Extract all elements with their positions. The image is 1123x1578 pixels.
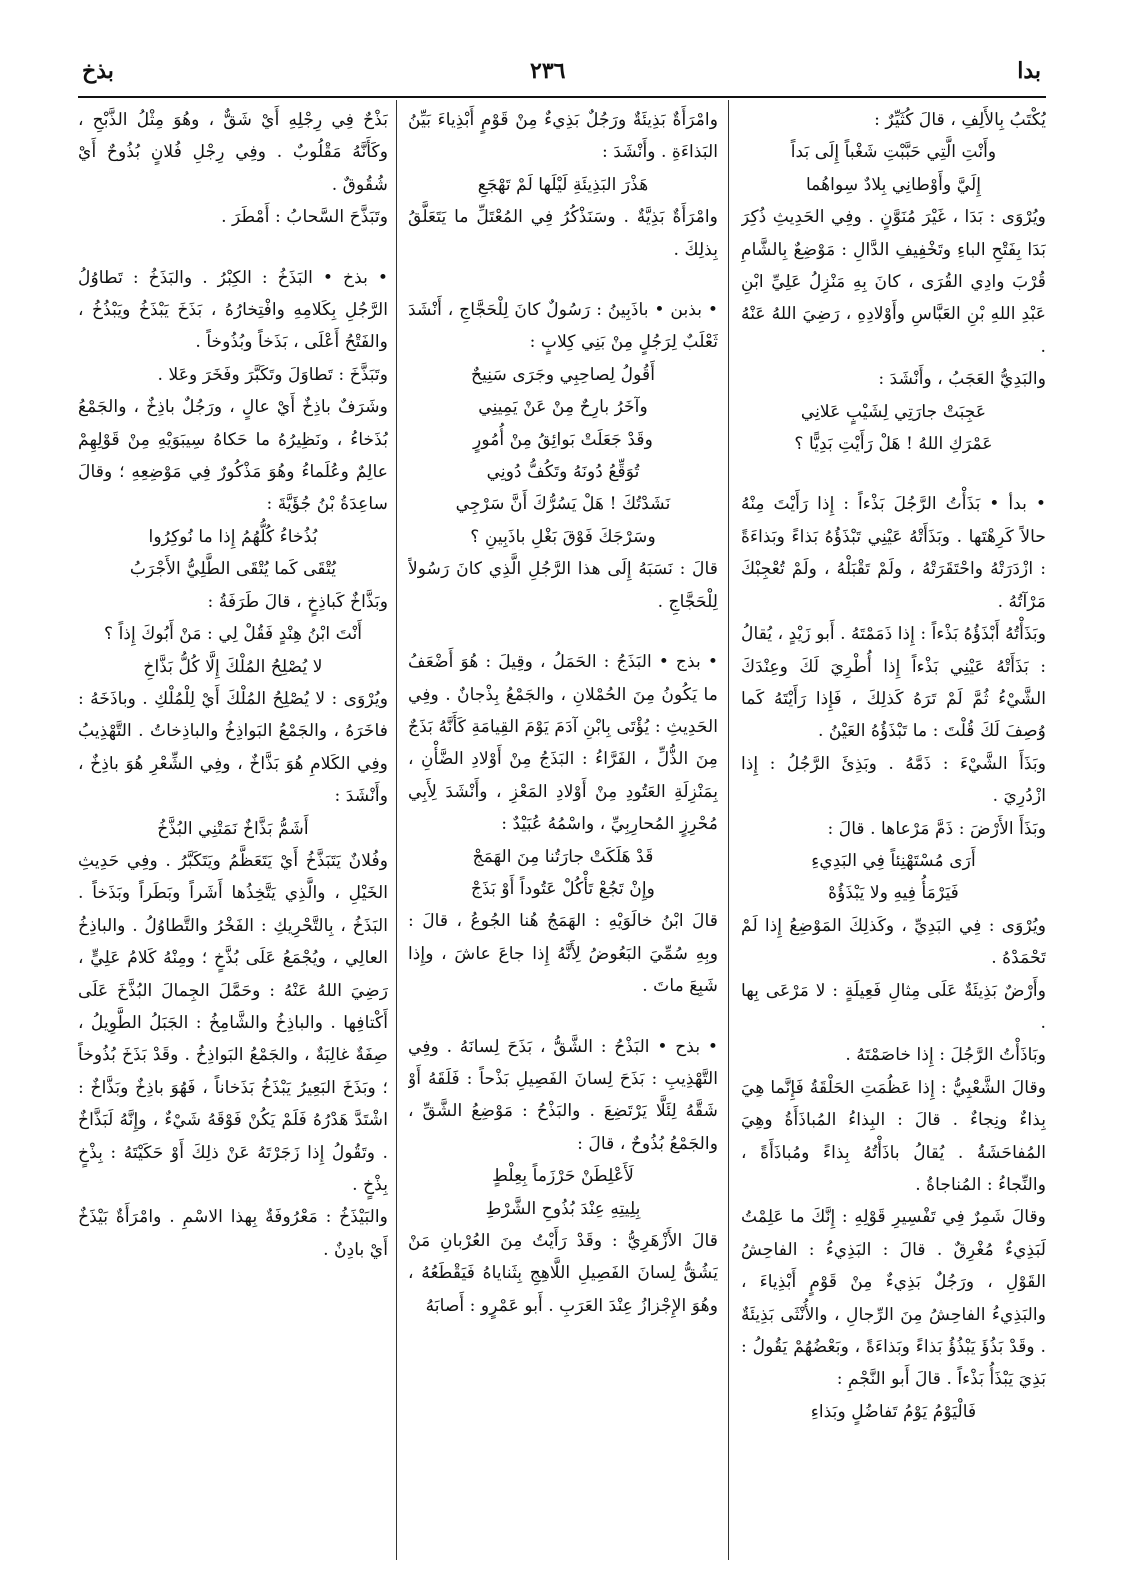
verse-line: وسَرْجَكَ فَوْقَ بَغْلِ باذَبِينِ ؟ bbox=[470, 526, 656, 547]
verse-line: وإِنْ تَجُعْ تَأْكُلْ عَتُوداً أَوْ بَذَجْ bbox=[471, 878, 655, 899]
column-left bbox=[78, 104, 388, 1564]
entry-bdhj: • بذج • البَذَجُ : الحَمَلُ ، وقِيلَ : هُوَ أَضْعَفُ ما يَكُونُ مِنَ الحُمْلانِ ، والجَمْعُ بِذْجانٌ . وفِي الحَدِيثِ : يُؤْتَى بِابْنِ آدَمَ يَوْمَ القِيامَةِ كَأَنَّهُ بَذَجٌ مِنَ الذُّلِّ ، الفَرَّاءُ : البَذَجُ مِنْ أَوْلادِ الضَّأْنِ ، بِمَنْزِلَةِ العَتُودِ مِنْ أَوْلادِ المَعْزِ ، وأَنْشَدَ لِأَبِي مُحْرِزٍ المُحارِبِيِّ ، واسْمُهُ عُبَيْدٌ : bbox=[408, 652, 718, 835]
entry-text: وتَبَذَّخَ : تَطاوَلَ وتَكَبَّرَ وفَخَرَ وعَلا . bbox=[157, 364, 388, 385]
entry-bdhh: • بذح • البَذْحُ : الشَّقُّ ، بَذَحَ لِسانَهُ . وفِي التَّهْذِيبِ : بَذَحَ لِسانَ الفَصِيلِ بَذْحاً : فَلَقَهُ أَوْ شَقَّهُ لِئَلَّا يَرْتَضِعَ . والبَذْحُ : مَوْضِعُ الشَّقِّ ، والجَمْعُ بُذُوحٌ ، قالَ : bbox=[408, 1036, 718, 1154]
entry-text: ويُرْوَى : فِي البَدِيِّ ، وكَذلِكَ المَوْضِعُ إِذا لَمْ تَحْمَدْهُ . bbox=[741, 915, 1046, 969]
entry-text: وامْرَأَةٌ بَذِيئَةٌ ورَجُلٌ بَذِيءٌ مِنْ قَوْمٍ أَبْذِياءَ بَيِّنُ البَذاءَةِ . وأَنْشَدَ : bbox=[408, 110, 718, 163]
verse-line: أَرَى مُسْتَهْنِئاً فِي البَدِيءِ bbox=[811, 850, 976, 871]
entry-text: قالَ ابْنُ خالَوَيْهِ : الهَمَجُ هُنا الجُوعُ ، قالَ : وبِهِ سُمِّيَ البَعُوضُ لِأَنَّهُ إِذا جاعَ عاشَ ، وإِذا شَبِعَ ماتَ . bbox=[408, 911, 718, 997]
entry-text: وأَرْضٌ بَذِيئَةٌ عَلَى مِثالِ فَعِيلَةٍ : لا مَرْعَى بِها . bbox=[741, 980, 1046, 1033]
page-number: ٢٣٦ bbox=[530, 58, 566, 84]
entry-text: والبَدِيُّ العَجَبُ ، وأَنْشَدَ : bbox=[878, 369, 1046, 390]
verse-line: فَيَرْمَأُ فِيهِ ولا يَبْذَؤُهْ bbox=[828, 883, 959, 904]
entry-text: وقالَ شَمِرٌ فِي تَفْسِيرِ قَوْلِهِ : إِنَّكَ ما عَلِمْتُ لَبَذِيءٌ مُغْرِقٌ . قالَ : البَذِيءُ : الفاحِشُ القَوْلِ ، ورَجُلٌ بَذِيءٌ مِنْ قَوْمٍ أَبْذِياءَ ، والبَذِيءُ الفاحِشُ مِنَ الرِّجالِ ، والأُنْثَى بَذِيئَةٌ . وقَدْ بَذُؤَ يَبْذُؤُ بَذاءً وبَذاءَةً ، وبَعْضُهُمْ يَقُولُ : بَذِيَ يَبْذَأُ بَذْءاً . قالَ أَبو النَّجْمِ : bbox=[741, 1207, 1046, 1390]
entry-text: وفُلانٌ يَتَبَذَّخُ أَيْ يَتَعَظَّمُ ويَتَكَبَّرُ . وفِي حَدِيثِ الخَيْلِ ، والَّذِي يَتَّخِذُها أَشَراً وبَطَراً وبَذَخاً . البَذَخُ ، بِالتَّحْرِيكِ : الفَخْرُ والتَّطاوُلُ . والباذِخُ العالِي ، ويُجْمَعُ عَلَى بُذَّخٍ ؛ ومِنْهُ كَلامُ عَلِيٍّ ، رَضِيَ اللهُ عَنْهُ : وحَمَّلَ الجِمالَ البُذَّخَ عَلَى أَكْتافِها . والباذِخُ والشَّامِخُ : الجَبَلُ الطَّوِيلُ ، صِفَةٌ غالِبَةٌ ، والجَمْعُ البَواذِخُ . وقَدْ بَذَخَ بُذُوخاً ؛ وبَذَخَ البَعِيرُ يَبْذَخُ بَذَخاناً ، فَهُوَ باذِخٌ وبَذَّاخٌ : اشْتَدَّ هَدْرُهُ فَلَمْ يَكُنْ فَوْقَهُ شَيْءٌ ، وإِنَّهُ لَبَذَّاخٌ . وتَقُولُ إِذا زَجَرْتَهُ عَنْ ذلِكَ أَوْ حَكَيْتَهُ : بِذْخٍ بِذْخٍ . bbox=[78, 850, 388, 1195]
header-keyword-left: بذخ bbox=[82, 58, 114, 84]
entry-text: وبَذَأْتُهُ أَبْذَؤُهُ بَذْءاً : إِذا ذَمَمْتَهُ . أَبو زَيْدٍ ، يُقالُ : بَذَأَتْهُ عَيْنِي بَذْءاً إِذا أُطْرِيَ لَكَ وعِنْدَكَ الشَّيْءُ ثُمَّ لَمْ تَرَهُ كَذلِكَ ، فَإِذا رَأَيْتَهُ كَما وُصِفَ لَكَ قُلْتَ : ما تَبْذَؤُهُ العَيْنُ . bbox=[741, 624, 1046, 742]
entry-text: وامْرَأَةٌ بَذِيَّةٌ . وسَنَذْكُرُ فِي المُعْتَلِّ ما يَتَعَلَّقُ بِذلِكَ . bbox=[408, 207, 718, 260]
entry-bd-a: • بدأ • بَذَأْتُ الرَّجُلَ بَذْءاً : إِذا رَأَيْتَ مِنْهُ حالاً كَرِهْتَها . وبَذَأَتْهُ عَيْنِي تَبْذَؤُهُ بَذاءً وبَذاءَةً : ازْدَرَتْهُ واحْتَقَرَتْهُ ، ولَمْ تَقْبَلْهُ ، ولَمْ تُعْجِبْكَ مَرْآتُهُ . bbox=[741, 494, 1046, 612]
header-rule bbox=[78, 96, 1046, 98]
verse-line: إِلَيَّ وأَوْطانِي بِلادٌ سِواهُما bbox=[805, 174, 982, 195]
entry-bdhbn: • بذبن • باذَبِينُ : رَسُولٌ كانَ لِلْحَجَّاجِ ، أَنْشَدَ ثَعْلَبٌ لِرَجُلٍ مِنْ بَنِي كِلابٍ : bbox=[408, 300, 718, 353]
verse-line: وقَدْ جَعَلَتْ بَوائِقُ مِنْ أُمُورٍ bbox=[473, 429, 653, 450]
column-separator bbox=[396, 100, 397, 1560]
entry-text: وبَذَّاخٌ كَباذِخٍ ، قالَ طَرَفَةُ : bbox=[207, 591, 388, 612]
verse-line: بِلِيتِهِ عِنْدَ بُذُوحِ الشَّرْطِ bbox=[485, 1198, 641, 1219]
verse-line: لَأَعْلِطَنْ حَرْزَماً بِعِلْطٍ bbox=[492, 1166, 634, 1187]
column-right bbox=[741, 104, 1046, 1564]
verse-line: عَجِبَتْ جارَتِي لِشَيْبٍ عَلانِي bbox=[800, 401, 987, 422]
verse-line: أَشَمُّ بَذَّاخٌ نَمَتْنِي البُذَّخُ bbox=[157, 818, 309, 839]
verse-line: بُذُخاءُ كُلُّهُمُ إِذا ما نُوكِرُوا bbox=[148, 526, 318, 547]
entry-text: وشَرَفٌ باذِخٌ أَيْ عالٍ ، ورَجُلٌ باذِخٌ ، والجَمْعُ بُذَخاءُ ، ونَظِيرُهُ ما حَكاهُ سِيبَوَيْهِ مِنْ قَوْلِهِمْ عالِمٌ وعُلَماءُ وهُوَ مَذْكُورٌ فِي مَوْضِعِهِ ؛ وقالَ ساعِدَةُ بْنُ جُؤَيَّةَ : bbox=[78, 397, 388, 515]
verse-line: وأَنْتِ الَّتِي حَبَّبْتِ شَغْباً إِلَى بَداً bbox=[790, 142, 997, 163]
verse-line: وآخَرُ بارِحٌ مِنْ عَنْ يَمِينِي bbox=[478, 397, 648, 418]
entry-text: وبَاذَأْتُ الرَّجُلَ : إِذا خاصَمْتَهُ . bbox=[845, 1045, 1046, 1066]
verse-line: تُوَقِّعُ دُونَهُ وتَكُفُّ دُونِي bbox=[486, 462, 640, 483]
verse-line: قَدْ هَلَكَتْ جارَتُنا مِنَ الهَمَجْ bbox=[472, 846, 654, 867]
entry-text: وبَذَأَ الشَّيْءَ : ذَمَّهُ . وبَذِئَ الرَّجُلُ : إِذا ازْدُرِيَ . bbox=[741, 753, 1046, 807]
verse-line: فَالْيَوْمُ يَوْمُ تَفاضُلٍ وبَذاءِ bbox=[810, 1401, 977, 1422]
verse-line: أَقُولُ لِصاحِبِي وجَرَى سَنِيحٌ bbox=[471, 364, 655, 385]
entry-text: وبَذَأَ الأَرْضَ : ذَمَّ مَرْعاها . قالَ : bbox=[827, 818, 1046, 839]
entry-text: يُكْتَبُ بِالأَلِفِ ، قالَ كُثَيِّرٌ : bbox=[874, 110, 1046, 130]
entry-bdhkh: • بذخ • البَذَخُ : الكِبْرُ . والبَذَخُ : تَطاوُلُ الرَّجُلِ بِكَلامِهِ وافْتِخارُهُ ، بَذَخَ يَبْذَخُ ويَبْذُخُ ، والفَتْحُ أَعْلَى ، بَذَخاً وبُذُوخاً . bbox=[78, 267, 388, 353]
column-separator bbox=[728, 100, 729, 1560]
verse-line: يُتْقَى كَما يُتْقَى الطَّلِيُّ الأَجْرَبُ bbox=[129, 559, 337, 580]
entry-text: قالَ : نَسَبَهُ إِلَى هذا الرَّجُلِ الَّذِي كانَ رَسُولاً لِلْحَجَّاجِ . bbox=[408, 559, 718, 612]
entry-text: ويُرْوَى : لا يُصْلِحُ المُلْكَ أَيْ لِلْمُلْكِ . وباذَخَهُ : فاخَرَهُ ، والجَمْعُ البَواذِخُ والباذِخاتُ . التَّهْذِيبُ وفِي الكَلامِ هُوَ بَذَّاخٌ ، وفِي الشِّعْرِ هُوَ باذِخٌ ، وأَنْشَدَ : bbox=[78, 688, 388, 807]
verse-line: عَمْرَكِ اللهُ ! هَلْ رَأَيْتِ بَدِيًّا ؟ bbox=[794, 434, 993, 455]
entry-text: قالَ الأَزْهَرِيُّ : وقَدْ رَأَيْتُ مِنَ العُرْبانِ مَنْ يَشُقُّ لِسانَ الفَصِيلِ اللَّاهِجِ بِثَناياهُ فَيَقْطَعُهُ ، وهُوَ الإِجْزازُ عِنْدَ العَرَبِ . أَبو عَمْرٍو : أَصابَهُ bbox=[408, 1231, 718, 1316]
entry-text: بَذْحٌ فِي رِجْلِهِ أَيْ شَقٌّ ، وهُوَ مِثْلُ الذَّبْحِ ، وكَأَنَّهُ مَقْلُوبٌ . وفِي رِجْلِ فُلانٍ بُذُوحٌ أَيْ شُقُوقٌ . bbox=[78, 110, 388, 195]
header-keyword-right: بدا bbox=[1017, 58, 1041, 84]
verse-line: هَذْرَ البَذِيئَةِ لَيْلَها لَمْ تَهْجَعِ bbox=[477, 174, 649, 195]
entry-text: ويُرْوَى : بَدَا ، غَيْرَ مُنَوَّنٍ . وفِي الحَدِيثِ ذُكِرَ بَدَا بِفَتْحِ الباءِ وتَخْفِيفِ الدَّالِ : مَوْضِعٌ بِالشَّامِ قُرْبَ وادِي القُرَى ، كانَ بِهِ مَنْزِلُ عَلِيِّ ابْنِ عَبْدِ اللهِ بْنِ العَبَّاسِ وأَوْلادِهِ ، رَضِيَ اللهُ عَنْهُ . bbox=[741, 207, 1046, 357]
entry-text: وقالَ الشَّعْبِيُّ : إِذا عَظُمَتِ الحَلْقَةُ فَإِنَّما هِيَ بِذاءٌ ونِجاءٌ . قالَ : البِذاءُ المُباذَأَةُ وهِيَ المُفاحَشَةُ . يُقالُ باذَأْتُهُ بِذاءً ومُباذَأَةً ، والنِّجاءُ : المُناجاةُ . bbox=[741, 1077, 1046, 1195]
verse-line: أَنْتَ ابْنُ هِنْدٍ فَقُلْ لِي : مَنْ أَبُوكَ إِذاً ؟ bbox=[103, 624, 363, 645]
verse-line: نَشَدْتُكَ ! هَلْ يَسُرُّكَ أَنَّ سَرْجِي bbox=[455, 494, 671, 515]
entry-text: والبَيْذَخُ : مَعْرُوفَةٌ بِهذا الاسْمِ . وامْرَأَةٌ بَيْذَخٌ أَيْ بادِنٌ . bbox=[78, 1207, 388, 1260]
column-middle bbox=[408, 104, 718, 1564]
entry-text: وتَبَذَّحَ السَّحابُ : أَمْطَرَ . bbox=[221, 207, 388, 228]
verse-line: لا يُصْلِحُ المُلْكَ إِلَّا كُلُّ بَذَّاخِ bbox=[143, 656, 323, 677]
